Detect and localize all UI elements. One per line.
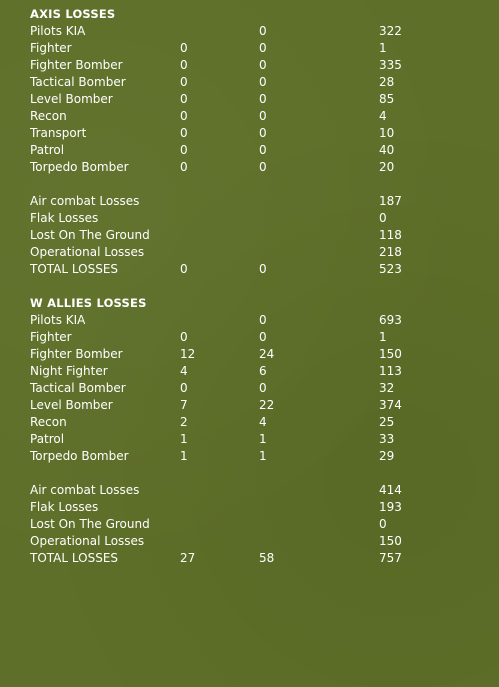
row-value-b: 1 — [259, 432, 267, 446]
row-label: TOTAL LOSSES — [30, 551, 119, 565]
allies-aircraft-table — [30, 312, 470, 465]
row-value-a: 0 — [180, 262, 188, 276]
row-value-c: 322 — [379, 24, 402, 38]
row-value-b: 0 — [259, 109, 267, 123]
row-label: Patrol — [30, 432, 65, 446]
row-value-c: 0 — [379, 517, 387, 531]
table-row — [30, 431, 470, 448]
row-label: Fighter — [30, 41, 72, 55]
table-row — [30, 363, 470, 380]
row-value-c: 33 — [379, 432, 395, 446]
row-value-a: 0 — [180, 381, 188, 395]
allies-summary-table — [30, 482, 470, 567]
row-value-b: 0 — [259, 160, 267, 174]
row-label: Lost On The Ground — [30, 517, 150, 531]
table-row — [30, 23, 470, 40]
row-value-a: 0 — [180, 92, 188, 106]
row-label: Level Bomber — [30, 92, 113, 106]
row-value-c: 374 — [379, 398, 402, 412]
row-value-c: 1 — [379, 330, 387, 344]
row-value-c: 85 — [379, 92, 395, 106]
row-label: Pilots KIA — [30, 313, 86, 327]
row-value-c: 0 — [379, 211, 387, 225]
row-value-c: 693 — [379, 313, 402, 327]
row-value-a: 0 — [180, 58, 188, 72]
row-value-b: 6 — [259, 364, 267, 378]
row-value-a: 0 — [180, 126, 188, 140]
row-value-b: 0 — [259, 126, 267, 140]
row-value-a: 4 — [180, 364, 188, 378]
row-value-b: 0 — [259, 381, 267, 395]
spacer — [30, 176, 470, 193]
table-row — [30, 499, 470, 516]
row-value-c: 40 — [379, 143, 395, 157]
row-label: Air combat Losses — [30, 483, 140, 497]
row-label: Recon — [30, 415, 67, 429]
row-label: Flak Losses — [30, 211, 99, 225]
spacer — [30, 278, 470, 295]
row-value-c: 335 — [379, 58, 402, 72]
row-value-c: 118 — [379, 228, 402, 242]
row-label: Air combat Losses — [30, 194, 140, 208]
table-row — [30, 397, 470, 414]
row-value-a: 0 — [180, 75, 188, 89]
row-value-c: 218 — [379, 245, 402, 259]
row-value-b: 0 — [259, 143, 267, 157]
row-value-c: 414 — [379, 483, 402, 497]
table-row — [30, 125, 470, 142]
losses-panel — [30, 6, 470, 567]
row-label: Operational Losses — [30, 245, 145, 259]
row-value-b: 24 — [259, 347, 275, 361]
spacer — [30, 465, 470, 482]
table-row — [30, 40, 470, 57]
table-row — [30, 142, 470, 159]
row-label: Torpedo Bomber — [30, 160, 129, 174]
table-row — [30, 159, 470, 176]
row-value-b: 0 — [259, 24, 267, 38]
row-value-c: 32 — [379, 381, 395, 395]
axis-losses-title: AXIS LOSSES — [30, 7, 116, 21]
row-value-a: 0 — [180, 109, 188, 123]
table-row — [30, 482, 470, 499]
row-value-c: 28 — [379, 75, 395, 89]
row-label: Tactical Bomber — [30, 381, 126, 395]
row-value-c: 25 — [379, 415, 395, 429]
allies-losses-title: W ALLIES LOSSES — [30, 296, 147, 310]
row-value-b: 58 — [259, 551, 275, 565]
row-value-c: 187 — [379, 194, 402, 208]
row-value-a: 2 — [180, 415, 188, 429]
row-label: Patrol — [30, 143, 65, 157]
row-label: Night Fighter — [30, 364, 108, 378]
row-value-c: 193 — [379, 500, 402, 514]
row-label: Recon — [30, 109, 67, 123]
row-value-c: 150 — [379, 534, 402, 548]
row-value-a: 1 — [180, 449, 188, 463]
row-label: Transport — [30, 126, 87, 140]
row-value-c: 29 — [379, 449, 395, 463]
row-label: Operational Losses — [30, 534, 145, 548]
row-label: Torpedo Bomber — [30, 449, 129, 463]
table-row — [30, 108, 470, 125]
row-value-c: 113 — [379, 364, 402, 378]
row-label: Level Bomber — [30, 398, 113, 412]
row-value-b: 0 — [259, 330, 267, 344]
table-row — [30, 210, 470, 227]
table-row — [30, 533, 470, 550]
axis-summary-table — [30, 193, 470, 278]
table-row — [30, 380, 470, 397]
table-row — [30, 91, 470, 108]
row-value-b: 0 — [259, 41, 267, 55]
axis-aircraft-table — [30, 23, 470, 176]
total-losses-row — [30, 261, 470, 278]
table-row — [30, 74, 470, 91]
table-row — [30, 312, 470, 329]
row-label: Fighter Bomber — [30, 58, 123, 72]
row-value-b: 22 — [259, 398, 275, 412]
row-value-a: 0 — [180, 41, 188, 55]
table-row — [30, 329, 470, 346]
row-value-a: 27 — [180, 551, 196, 565]
row-value-b: 0 — [259, 313, 267, 327]
row-label: Tactical Bomber — [30, 75, 126, 89]
row-value-c: 1 — [379, 41, 387, 55]
row-value-c: 4 — [379, 109, 387, 123]
row-value-a: 0 — [180, 330, 188, 344]
row-value-b: 0 — [259, 58, 267, 72]
table-row — [30, 244, 470, 261]
row-value-b: 1 — [259, 449, 267, 463]
row-label: Lost On The Ground — [30, 228, 150, 242]
row-value-b: 0 — [259, 262, 267, 276]
row-value-c: 150 — [379, 347, 402, 361]
row-label: TOTAL LOSSES — [30, 262, 119, 276]
row-label: Pilots KIA — [30, 24, 86, 38]
table-row — [30, 516, 470, 533]
row-value-a: 0 — [180, 160, 188, 174]
row-value-a: 12 — [180, 347, 196, 361]
row-label: Flak Losses — [30, 500, 99, 514]
total-losses-row — [30, 550, 470, 567]
row-label: Fighter — [30, 330, 72, 344]
row-value-a: 1 — [180, 432, 188, 446]
row-value-b: 0 — [259, 75, 267, 89]
row-value-c: 757 — [379, 551, 402, 565]
table-row — [30, 193, 470, 210]
table-row — [30, 227, 470, 244]
row-value-b: 0 — [259, 92, 267, 106]
row-value-c: 523 — [379, 262, 402, 276]
row-value-a: 0 — [180, 143, 188, 157]
row-label: Fighter Bomber — [30, 347, 123, 361]
table-row — [30, 346, 470, 363]
table-row — [30, 448, 470, 465]
row-value-a: 7 — [180, 398, 188, 412]
row-value-b: 4 — [259, 415, 267, 429]
table-row — [30, 414, 470, 431]
row-value-c: 10 — [379, 126, 395, 140]
row-value-c: 20 — [379, 160, 395, 174]
table-row — [30, 57, 470, 74]
